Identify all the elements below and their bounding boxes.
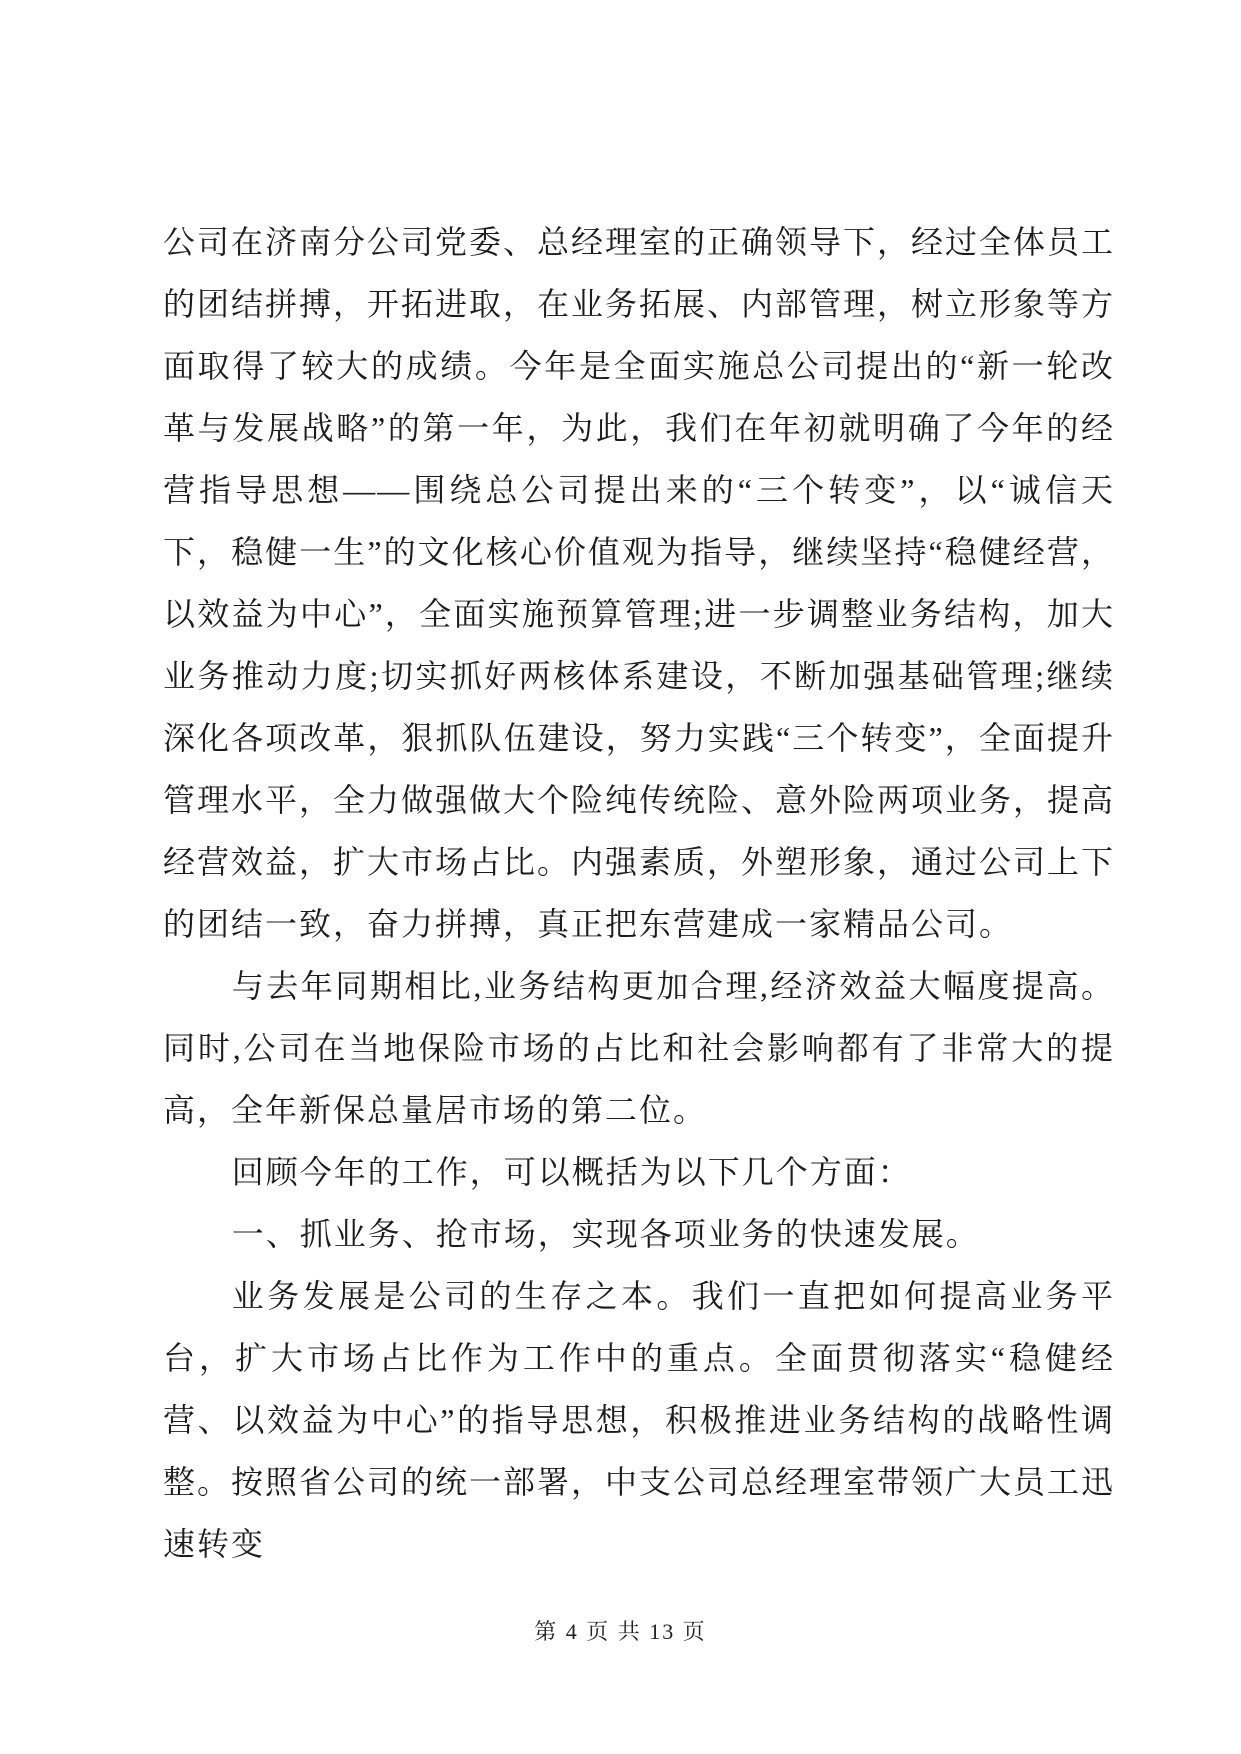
- document-body: [163, 211, 1115, 1575]
- paragraph: 公司在济南分公司党委、总经理室的正确领导下，经过全体员工的团结拼搏，开拓进取，在业务拓展、内部管理，树立形象等方面取得了较大的成绩。今年是全面实施总公司提出的“新一轮改革与发展战略”的第一年，为此，我们在年初就明确了今年的经营指导思想——围绕总公司提出来的“三个转变”，以“诚信天下，稳健一生”的文化核心价值观为指导，继续坚持“稳健经营，以效益为中心”，全面实施预算管理;进一步调整业务结构，加大业务推动力度;切实抓好两核体系建设，不断加强基础管理;继续深化各项改革，狠抓队伍建设，努力实践“三个转变”，全面提升管理水平，全力做强做大个险纯传统险、意外险两项业务，提高经营效益，扩大市场占比。内强素质，外塑形象，通过公司上下的团结一致，奋力拼搏，真正把东营建成一家精品公司。: [163, 224, 1116, 942]
- page-number-footer: 第 4 页 共 13 页: [534, 1619, 707, 1644]
- paragraph: 业务发展是公司的生存之本。我们一直把如何提高业务平台，扩大市场占比作为工作中的重点。全面贯彻落实“稳健经营、以效益为中心”的指导思想，积极推进业务结构的战略性调整。按照省公司的统一部署，中支公司总经理室带领广大员工迅速转变: [163, 1278, 1116, 1562]
- paragraph: 回顾今年的工作，可以概括为以下几个方面：: [231, 1154, 912, 1190]
- paragraph: 与去年同期相比,业务结构更加合理,经济效益大幅度提高。同时,公司在当地保险市场的占比和社会影响都有了非常大的提高，全年新保总量居市场的第二位。: [163, 968, 1115, 1128]
- paragraph: 一、抓业务、抢市场，实现各项业务的快速发展。: [231, 1216, 980, 1252]
